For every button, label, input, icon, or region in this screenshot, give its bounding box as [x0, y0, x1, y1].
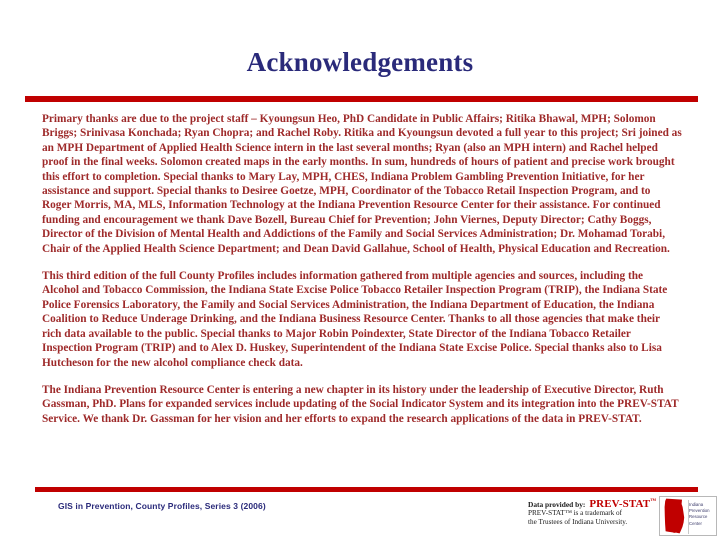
footer-series-label: GIS in Prevention, County Profiles, Series 3 (2006) [58, 501, 266, 511]
body-paragraph-2: This third edition of the full County Profiles includes information gathered from multiple agencies and sources, including the Alcohol and Tobacco Commission, the Indiana State Excise Police Tobacco Retailer Inspection Program (TRIP), the Indiana State Police Forensics Laboratory, the Family and Social Services Administration, the Indiana Department of Education, the Indiana Coalition to Reduce Underage Drinking, and the Indiana Business Resource Center. Thanks to all those agencies that make their rich data available to the public. Special thanks to Major Robin Poindexter, State Director of the Indiana Tobacco Retailer Inspection Program (TRIP) and to Alex D. Huskey, Superintendent of the Indiana State Excise Police. Special thanks also to Lisa Hutcheson for the new alcohol compliance check data. [42, 270, 668, 369]
title-divider-rule [25, 96, 698, 102]
trademark-note-line-1: PREV-STAT™ is a trademark of [528, 509, 623, 517]
acknowledgements-body [42, 112, 682, 426]
iprc-logo-line-4: Center [689, 520, 702, 526]
indiana-state-map-icon [662, 498, 688, 534]
trademark-symbol: ™ [650, 498, 657, 505]
footer-attribution [528, 494, 718, 538]
body-paragraph-3: The Indiana Prevention Resource Center is entering a new chapter in its history under the leadership of Executive Director, Ruth Gassman, PhD. Plans for expanded services include updating of the Social Indicator System and its integration into the PREV-STAT Service. We thank Dr. Gassman for her vision and her efforts to expand the research applications of the data in PREV-STAT. [42, 383, 679, 425]
prevstat-brand-name: PREV-STAT [589, 498, 651, 510]
trademark-note [528, 509, 627, 528]
iprc-logo [659, 496, 717, 536]
data-provided-label: Data provided by: [528, 500, 586, 509]
iprc-logo-line-1: Indiana [689, 502, 704, 507]
page-title: Acknowledgements [246, 47, 474, 78]
body-paragraph-1: Primary thanks are due to the project staff – Kyoungsun Heo, PhD Candidate in Public Affairs; Ritika Bhawal, MPH; Solomon Briggs; Srinivasa Konchada; Ryan Chopra; and Rachel Roby. Ritika and Kyoungsun devoted a full year to this project; Sri joined as an MPH Department of Applied Health Science intern in the last several months; Ryan (also an MPH intern) and Rachel helped proof in the final weeks. Solomon created maps in the early months. In sum, hundreds of hours of patient and precise work brought this effort to completion. Special thanks to Mary Lay, MPH, CHES, Indiana Problem Gambling Prevention Initiative, for her assistance and support. Special thanks to Desiree Goetze, MPH, Coordinator of the Tobacco Retail Inspection Program, and to Roger Morris, MA, MLS, Information Technology at the Indiana Prevention Resource Center for their assistance. For continued funding and encouragement we thank Dave Bozell, Bureau Chief for Prevention; John Viernes, Deputy Director; Cathy Boggs, Director of the Division of Mental Health and Addictions of the Family and Social Services Administration; Dr. Mohamad Torabi, Chair of the Applied Health Science Department; and Dean David Gallahue, School of Health, Physical Education and Recreation. [42, 113, 682, 255]
iprc-logo-line-2: Prevention [689, 508, 710, 514]
iprc-logo-text [689, 502, 717, 527]
slide-title-area [0, 28, 720, 96]
trademark-note-line-2: the Trustees of Indiana University. [528, 518, 628, 527]
footer-divider-rule [35, 487, 698, 492]
iprc-logo-line-3: Resource [689, 514, 708, 520]
